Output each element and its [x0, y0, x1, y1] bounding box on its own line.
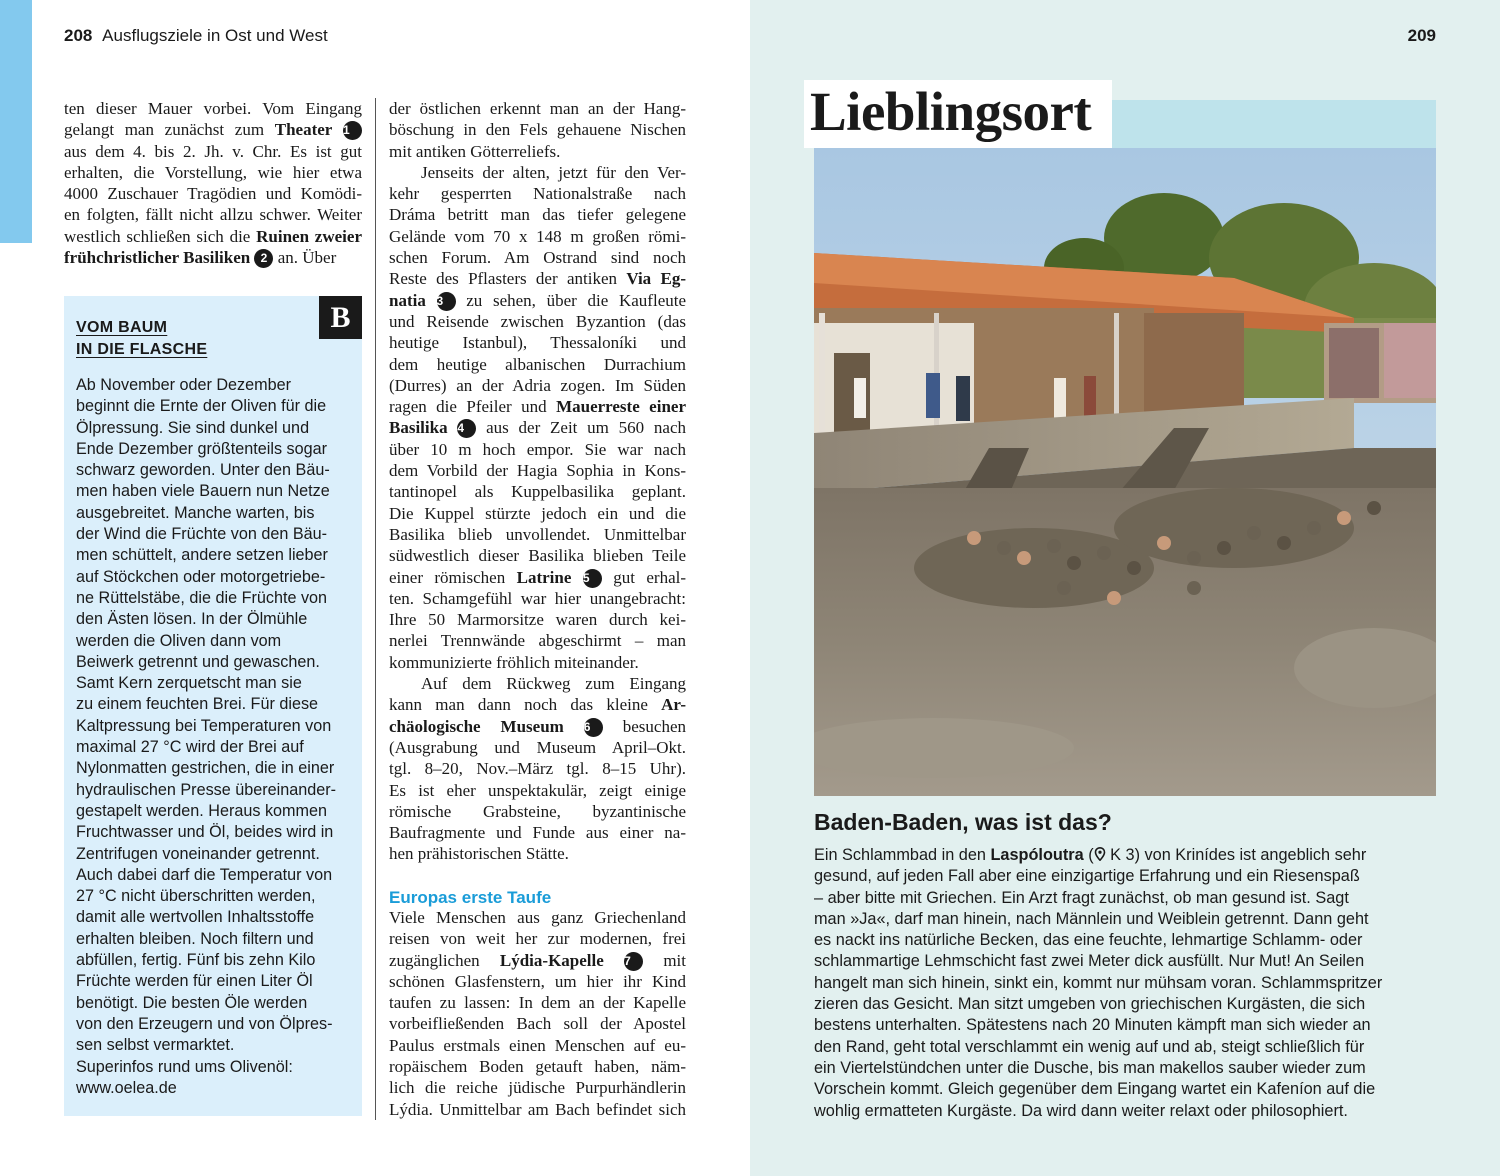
chapter-thumb-tab	[0, 0, 32, 243]
text-line: tantinopel als Kuppelbasilika geplant.	[389, 482, 686, 502]
box-text-line: erhalten bleiben. Noch filtern und	[76, 929, 314, 948]
map-marker-number: 5	[583, 569, 602, 588]
text-line: den Rand, geht total verschlammt ein wenig auf und ab, steigt schließlich für	[814, 1037, 1365, 1056]
text-line: – aber bitte mit Griechen. Ein Arzt fragt zunächst, ob man gesund ist. Sagt	[814, 888, 1349, 907]
text-line: en folgten, fällt nicht allzu schwer. Weiter	[64, 205, 362, 225]
col2b-text	[389, 907, 686, 1120]
bold-term: Ruinen zweier	[256, 226, 362, 246]
box-letter-badge: B	[319, 296, 362, 339]
right-body-text	[814, 845, 1436, 1122]
map-marker-number: 7	[624, 952, 643, 971]
box-text-line: werden die Oliven dann vom	[76, 631, 282, 650]
text-line: Basilika blieb unvollendet. Unmittelbar	[389, 524, 686, 544]
text-line: schlammartige Lehmschicht fast zwei Meter dick ausfüllt. Nur Mut! An Seilen	[814, 952, 1365, 971]
text-line: gelangt man zunächst zum Theater 1	[64, 119, 362, 140]
box-text-line: men haben viele Bauern nun Netze	[76, 482, 330, 501]
box-text-line: Zentrifugen voneinander getrennt.	[76, 844, 320, 863]
text-line: böschung in den Fels gehauene Nischen	[389, 120, 686, 140]
text-line: dem Vorbild der Hagia Sophia in Kons-	[389, 461, 686, 481]
bold-term: frühchristlicher Basiliken	[64, 248, 251, 268]
text-line: aus dem 4. bis 2. Jh. v. Chr. Es ist gut	[64, 141, 362, 161]
text-line: kommunizierte fröhlich miteinander.	[389, 652, 639, 672]
box-text-line: Ölpressung. Sie sind dunkel und	[76, 418, 310, 437]
text-line: Reste des Pflasters der antiken Via Eg-	[389, 269, 686, 289]
text-line: zugänglichen Lýdia-Kapelle 7 mit	[389, 950, 686, 970]
text-line: Vorschein kommt. Gleich gegenüber dem Eingang wartet ein Kafeníon auf die	[814, 1080, 1376, 1099]
text-line: Die Kuppel stürzte jedoch ein und die	[389, 503, 686, 523]
text-line: wohlig ermatteten Kurgäste. Da wird dann weiter relaxt oder philosophiert.	[814, 1101, 1348, 1120]
text-line: lich die reiche jüdische Purpurhändlerin	[389, 1078, 686, 1098]
text-line: es nackt ins natürliche Becken, das eine feuchte, lehmartige Schlamm- oder	[814, 931, 1363, 950]
bold-term: natia	[389, 290, 426, 310]
map-marker-number: 6	[584, 718, 603, 737]
text-line: Ihre 50 Marmorsitze waren durch kei-	[389, 610, 686, 630]
text-line: (Durres) an der Adria zogen. Im Süden	[389, 375, 686, 395]
body-column-1	[64, 98, 362, 268]
info-box-olive-oil	[64, 296, 362, 1116]
bold-term: Latrine	[516, 567, 572, 587]
text-line: Paulus erstmals einen Menschen auf eu-	[389, 1035, 686, 1055]
text-line: erhalten, die Vorstellung, wie hier etwa	[64, 162, 362, 182]
box-title-line: IN DIE FLASCHE	[76, 341, 208, 358]
body-column-2	[389, 98, 686, 1120]
box-text-line: gestapelt werden. Heraus kommen	[76, 801, 328, 820]
box-text-line: damit alle wertvollen Inhaltsstoffe	[76, 908, 315, 927]
box-text-line: von den Erzeugern und von Ölpres-	[76, 1014, 333, 1033]
text-line: südwestlich dieser Basilika blieben Teile	[389, 546, 686, 566]
text-line: römische Grabsteine, byzantinische	[389, 801, 686, 821]
text-line: tgl. 8–20, Nov.–März tgl. 8–15 Uhr).	[389, 759, 686, 779]
text-line: natia 3 zu sehen, über die Kaufleute	[389, 290, 686, 310]
text-line: Auf dem Rückweg zum Eingang	[421, 674, 686, 694]
text-line: ten. Schamgefühl war hier unangebracht:	[389, 588, 686, 608]
text-line: mit antiken Götterreliefs.	[389, 141, 561, 161]
map-marker-number: 4	[457, 419, 476, 438]
text-line: kehr gesperrten Nationalstraße nach	[389, 184, 686, 204]
text-line: ten dieser Mauer vorbei. Vom Eingang	[64, 99, 362, 118]
text-line: Gelände vom 70 x 148 m großen römi-	[389, 226, 686, 246]
text-line: ragen die Pfeiler und Mauerreste einer	[389, 397, 686, 417]
box-text-line: www.oelea.de	[76, 1078, 177, 1097]
text-line: frühchristlicher Basiliken 2 an. Über	[64, 248, 337, 268]
box-text-line: Auch dabei darf die Temperatur von	[76, 865, 333, 884]
text-line: Basilika 4 aus der Zeit um 560 nach	[389, 418, 686, 438]
box-text-line: der Wind die Früchte von den Bäu-	[76, 525, 328, 544]
bold-term: Basilika	[389, 418, 448, 438]
text-line: Ein Schlammbad in den Laspóloutra ( K 3) von Krinídes ist angeblich sehr	[814, 846, 1367, 864]
box-text-line: benötigt. Die besten Öle werden	[76, 993, 308, 1012]
bold-term: Lýdia-Kapelle	[499, 950, 604, 970]
text-line: einer römischen Latrine 5 gut erhal-	[389, 567, 686, 587]
bold-term: Theater	[274, 120, 333, 140]
text-line: und Reisende zwischen Byzantion (das	[389, 311, 686, 331]
map-marker-number: 1	[343, 121, 362, 140]
box-text-line: Nylonmatten gestrichen, die in einer	[76, 759, 335, 778]
text-line: (Ausgrabung und Museum April–Okt.	[389, 737, 686, 757]
box-text-line: Ende Dezember größtenteils sogar	[76, 439, 328, 458]
text-line: man »Ja«, darf man hinein, nach Männlein und Weiblein getrennt. Dann geht	[814, 909, 1369, 928]
text-line: reisen von weit her zur modernen, frei	[389, 929, 686, 949]
text-line: Jenseits der alten, jetzt für den Ver-	[421, 162, 686, 182]
box-title	[76, 317, 207, 361]
text-line: hangelt man sich hinein, sinkt ein, kommt nur mühsam voran. Schlammspritzer	[814, 973, 1383, 992]
box-title-line: VOM BAUM	[76, 319, 168, 336]
box-text-line: Früchte werden für einen Liter Öl	[76, 972, 313, 991]
text-line: Es ist eher unspektakulär, zeigt einige	[389, 780, 686, 800]
right-heading: Baden-Baden, was ist das?	[814, 809, 1112, 835]
running-head-left	[64, 26, 328, 46]
text-line: kann man dann noch das kleine Ar-	[389, 695, 686, 715]
box-text-line: men schüttelt, andere setzen lieber	[76, 546, 328, 565]
box-text-line: 27 °C nicht überschritten werden,	[76, 887, 316, 906]
section-title: Ausflugsziele in Ost und West	[102, 26, 328, 45]
bold-term: Ar-	[661, 695, 686, 715]
map-marker-number: 2	[254, 249, 273, 268]
subheading: Europas erste Taufe	[389, 887, 552, 907]
box-text-line: auf Stöckchen oder motorgetriebe-	[76, 567, 326, 586]
map-marker-number: 3	[437, 292, 456, 311]
text-line: der östlichen erkennt man an der Hang-	[389, 99, 686, 118]
box-text-line: den Ästen lösen. In der Ölmühle	[76, 610, 308, 629]
map-pin-icon	[1094, 847, 1106, 861]
box-text-line: zu einem feuchten Brei. Für diese	[76, 695, 319, 714]
text-line: taufen zu lassen: In dem an der Kapelle	[389, 993, 686, 1013]
bold-term: Mauerreste einer	[556, 397, 686, 417]
bold-term: chäologische Museum	[389, 716, 564, 736]
col2-text	[389, 98, 686, 865]
text-line: Baufragmente und Funde aus einer na-	[389, 823, 686, 843]
text-line: über 10 m hoch empor. Sie war nach	[389, 439, 686, 459]
text-line: westlich schließen sich die Ruinen zweier	[64, 226, 362, 246]
feature-title: Lieblingsort	[810, 81, 1092, 142]
box-text-line: beginnt die Ernte der Oliven für die	[76, 397, 327, 416]
box-text-line: schwarz geworden. Unter den Bäu-	[76, 461, 330, 480]
text-line: hen prähistorischen Stätte.	[389, 844, 569, 864]
text-line: gesund, auf jeden Fall aber eine einzigartige Erfahrung und ein Riesenspaß	[814, 867, 1360, 886]
bold-term: Via Eg-	[626, 269, 686, 289]
box-text-line: Ab November oder Dezember	[76, 376, 292, 394]
box-text-line: hydraulischen Presse übereinander-	[76, 780, 337, 799]
box-text-line: Samt Kern zerquetscht man sie	[76, 674, 302, 693]
text-line: nerlei Trennwände abgeschirmt – man	[389, 631, 686, 651]
box-text-line: Superinfos rund ums Olivenöl:	[76, 1057, 293, 1076]
box-text-line: Fruchtwasser und Öl, beides wird in	[76, 823, 334, 842]
text-line: Dráma betritt man das tiefer gelegene	[389, 205, 686, 225]
text-line: 4000 Zuschauer Tragödien und Komödi-	[64, 184, 362, 204]
bold-term: Laspóloutra	[990, 846, 1084, 864]
text-line: chäologische Museum 6 besuchen	[389, 716, 686, 736]
box-text-line: sen selbst vermarktet.	[76, 1036, 235, 1055]
col1-text	[64, 98, 362, 268]
text-line: Viele Menschen aus ganz Griechenland	[389, 907, 686, 927]
page-number-right: 209	[1407, 26, 1436, 45]
text-line: heutige Istanbul), Thessaloníki und	[389, 333, 686, 353]
box-text-line: Kaltpressung bei Temperaturen von	[76, 716, 332, 735]
box-text	[76, 375, 356, 1099]
text-line: schönen Glasfenstern, um hier ihr Kind	[389, 971, 686, 991]
column-divider	[375, 98, 376, 1120]
page-number-left: 208	[64, 26, 93, 45]
text-line: ein Viertelstündchen unter die Dusche, bis man makellos sauber wieder zum	[814, 1058, 1366, 1077]
box-text-line: maximal 27 °C wird der Brei auf	[76, 738, 304, 757]
text-line: bestens unterhalten. Spätestens nach 20 Minuten kämpft man sich wieder an	[814, 1016, 1371, 1035]
text-line: vorbeifließenden Bach soll der Apostel	[389, 1014, 686, 1034]
text-line: ropäischem Boden getauft haben, näm-	[389, 1057, 686, 1077]
box-text-line: abfüllen, fertig. Fünf bis zehn Kilo	[76, 951, 316, 970]
text-line: dem heutige albanischen Durrachium	[389, 354, 686, 374]
box-text-line: ne Rüttelstäbe, die die Früchte von	[76, 588, 328, 607]
text-line: schen Forum. Am Ostrand sind noch	[389, 248, 686, 268]
text-line: zieren das Gesicht. Man sitzt umgeben von griechischen Kurgästen, die sich	[814, 995, 1366, 1014]
text-line: Lýdia. Unmittelbar am Bach befindet sich	[389, 1099, 686, 1119]
mud-bath-photo	[814, 148, 1436, 796]
box-text-line: ausgebreitet. Manche warten, bis	[76, 503, 315, 522]
box-text-line: Beiwerk getrennt und gewaschen.	[76, 652, 320, 671]
